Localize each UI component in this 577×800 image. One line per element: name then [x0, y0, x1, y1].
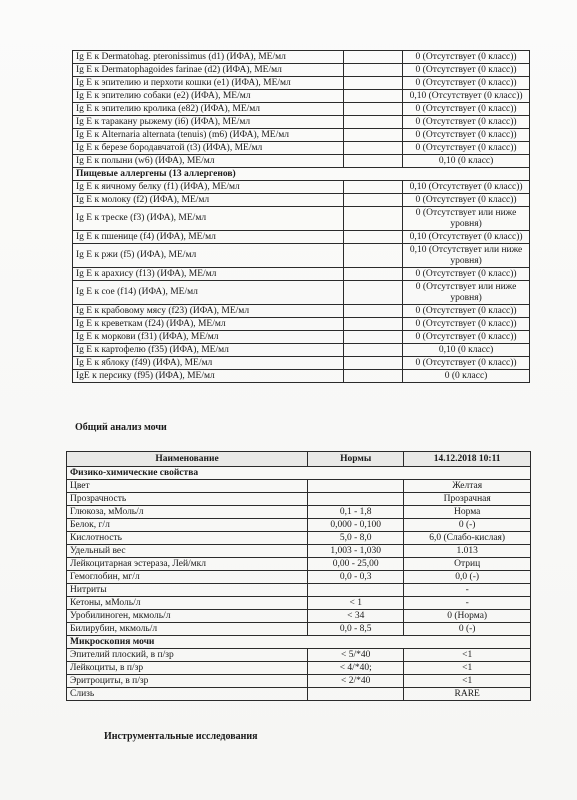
table-row	[73, 77, 530, 90]
section-row	[67, 636, 531, 649]
table-row	[73, 268, 530, 281]
column-header-name: Наименование	[67, 452, 308, 467]
empty-cell	[343, 207, 402, 231]
parameter-value: <1	[404, 649, 531, 662]
analyte-name: Ig E к таракану рыжему (i6) (ИФА), МЕ/мл	[73, 116, 344, 129]
table-row	[67, 545, 531, 558]
table-row	[73, 181, 530, 194]
parameter-norm: 0,0 - 8,5	[308, 623, 404, 636]
result-value: 0 (Отсутствует (0 класс))	[403, 51, 530, 64]
parameter-name: Прозрачность	[67, 493, 308, 506]
table-row	[73, 142, 530, 155]
parameter-norm: < 34	[308, 610, 404, 623]
result-value: 0,10 (Отсутствует (0 класс))	[403, 90, 530, 103]
empty-cell	[343, 370, 402, 383]
parameter-name: Глюкоза, мМоль/л	[67, 506, 308, 519]
allergy-table	[72, 50, 530, 383]
parameter-name: Кислотность	[67, 532, 308, 545]
parameter-norm: < 2/*40	[308, 675, 404, 688]
parameter-name: Слизь	[67, 688, 308, 701]
parameter-value: 1.013	[404, 545, 531, 558]
analyte-name: Ig E к Alternaria alternata (tenuis) (m6) (ИФА), МЕ/мл	[73, 129, 344, 142]
table-row	[67, 480, 531, 493]
column-header-date: 14.12.2018 10:11	[404, 452, 531, 467]
result-value: 0 (Отсутствует или ниже уровня)	[403, 281, 530, 305]
result-value: 0 (Отсутствует (0 класс))	[403, 268, 530, 281]
table-row	[67, 532, 531, 545]
table-row	[73, 90, 530, 103]
result-value: 0 (Отсутствует или ниже уровня)	[403, 207, 530, 231]
table-row	[67, 584, 531, 597]
analyte-name: IgE к персику (f95) (ИФА), МЕ/мл	[73, 370, 344, 383]
analyte-name: Ig E к молоку (f2) (ИФА), МЕ/мл	[73, 194, 344, 207]
analyte-name: Ig E к эпителию кролика (e82) (ИФА), МЕ/мл	[73, 103, 344, 116]
parameter-value: Норма	[404, 506, 531, 519]
table-row	[67, 519, 531, 532]
section-row	[73, 168, 530, 181]
table-row	[67, 649, 531, 662]
section-title-microscopy: Микроскопия мочи	[67, 636, 531, 649]
table-row	[73, 344, 530, 357]
urine-analysis-heading: Общий анализ мочи	[75, 422, 167, 433]
table-row	[73, 194, 530, 207]
empty-cell	[343, 90, 402, 103]
table-row	[67, 597, 531, 610]
parameter-name: Уробилиноген, мкмоль/л	[67, 610, 308, 623]
parameter-value: Желтая	[404, 480, 531, 493]
analyte-name: Ig E к моркови (f31) (ИФА), МЕ/мл	[73, 331, 344, 344]
parameter-name: Лейкоцитарная эстераза, Лей/мкл	[67, 558, 308, 571]
empty-cell	[343, 181, 402, 194]
analyte-name: Ig E к пшенице (f4) (ИФА), МЕ/мл	[73, 231, 344, 244]
parameter-value: <1	[404, 675, 531, 688]
parameter-name: Удельный вес	[67, 545, 308, 558]
parameter-value: 0,0 (-)	[404, 571, 531, 584]
table-row	[73, 103, 530, 116]
table-row	[73, 51, 530, 64]
analyte-name: Ig E к крабовому мясу (f23) (ИФА), МЕ/мл	[73, 305, 344, 318]
parameter-name: Белок, г/л	[67, 519, 308, 532]
table-row	[73, 207, 530, 231]
parameter-name: Нитриты	[67, 584, 308, 597]
parameter-norm: 0,1 - 1,8	[308, 506, 404, 519]
empty-cell	[343, 129, 402, 142]
table-row	[73, 331, 530, 344]
parameter-value: -	[404, 597, 531, 610]
analyte-name: Ig E к яичному белку (f1) (ИФА), МЕ/мл	[73, 181, 344, 194]
result-value: 0 (Отсутствует (0 класс))	[403, 142, 530, 155]
result-value: 0,10 (0 класс)	[403, 344, 530, 357]
result-value: 0,10 (Отсутствует или ниже уровня)	[403, 244, 530, 268]
result-value: 0 (0 класс)	[403, 370, 530, 383]
empty-cell	[343, 194, 402, 207]
table-row	[67, 662, 531, 675]
parameter-norm: 1,003 - 1,030	[308, 545, 404, 558]
result-value: 0 (Отсутствует (0 класс))	[403, 103, 530, 116]
analyte-name: Ig E к полыни (w6) (ИФА), МЕ/мл	[73, 155, 344, 168]
result-value: 0 (Отсутствует (0 класс))	[403, 77, 530, 90]
parameter-norm	[308, 480, 404, 493]
empty-cell	[343, 344, 402, 357]
analyte-name: Ig E к картофелю (f35) (ИФА), МЕ/мл	[73, 344, 344, 357]
analyte-name: Ig E к арахису (f13) (ИФА), МЕ/мл	[73, 268, 344, 281]
table-row	[73, 318, 530, 331]
parameter-value: RARE	[404, 688, 531, 701]
empty-cell	[343, 103, 402, 116]
parameter-norm: < 5/*40	[308, 649, 404, 662]
parameter-norm	[308, 688, 404, 701]
result-value: 0,10 (Отсутствует (0 класс))	[403, 231, 530, 244]
result-value: 0 (Отсутствует (0 класс))	[403, 194, 530, 207]
table-row	[73, 305, 530, 318]
parameter-name: Билирубин, мкмоль/л	[67, 623, 308, 636]
table-row	[67, 571, 531, 584]
parameter-name: Эритроциты, в п/зр	[67, 675, 308, 688]
parameter-norm: 0,00 - 25,00	[308, 558, 404, 571]
table-header-row	[67, 452, 531, 467]
table-row	[67, 506, 531, 519]
table-row	[73, 231, 530, 244]
empty-cell	[343, 155, 402, 168]
result-value: 0 (Отсутствует (0 класс))	[403, 305, 530, 318]
parameter-value: 0 (-)	[404, 519, 531, 532]
parameter-value: 6,0 (Слабо-кислая)	[404, 532, 531, 545]
parameter-value: -	[404, 584, 531, 597]
parameter-norm: 5,0 - 8,0	[308, 532, 404, 545]
result-value: 0,10 (0 класс)	[403, 155, 530, 168]
parameter-value: 0 (-)	[404, 623, 531, 636]
section-title-food: Пищевые аллергены (13 аллергенов)	[73, 168, 530, 181]
table-row	[67, 558, 531, 571]
table-row	[73, 370, 530, 383]
empty-cell	[343, 244, 402, 268]
parameter-name: Эпителий плоский, в п/зр	[67, 649, 308, 662]
instrumental-studies-heading: Инструментальные исследования	[104, 731, 258, 742]
table-row	[73, 64, 530, 77]
result-value: 0 (Отсутствует (0 класс))	[403, 357, 530, 370]
parameter-norm: < 1	[308, 597, 404, 610]
table-row	[73, 281, 530, 305]
analyte-name: Ig E к сое (f14) (ИФА), МЕ/мл	[73, 281, 344, 305]
parameter-value: <1	[404, 662, 531, 675]
empty-cell	[343, 142, 402, 155]
table-row	[73, 129, 530, 142]
analyte-name: Ig E к эпителию и перхоти кошки (e1) (ИФА), МЕ/мл	[73, 77, 344, 90]
empty-cell	[343, 331, 402, 344]
analyte-name: Ig E к березе бородавчатой (t3) (ИФА), МЕ/мл	[73, 142, 344, 155]
analyte-name: Ig E к креветкам (f24) (ИФА), МЕ/мл	[73, 318, 344, 331]
result-value: 0 (Отсутствует (0 класс))	[403, 331, 530, 344]
empty-cell	[343, 77, 402, 90]
parameter-norm: 0,0 - 0,3	[308, 571, 404, 584]
empty-cell	[343, 116, 402, 129]
analyte-name: Ig E к ржи (f5) (ИФА), МЕ/мл	[73, 244, 344, 268]
table-row	[73, 244, 530, 268]
parameter-value: Прозрачная	[404, 493, 531, 506]
parameter-norm: < 4/*40;	[308, 662, 404, 675]
table-row	[67, 610, 531, 623]
result-value: 0 (Отсутствует (0 класс))	[403, 318, 530, 331]
analyte-name: Ig E к эпителию собаки (e2) (ИФА), МЕ/мл	[73, 90, 344, 103]
empty-cell	[343, 305, 402, 318]
parameter-name: Кетоны, мМоль/л	[67, 597, 308, 610]
table-row	[67, 493, 531, 506]
parameter-name: Лейкоциты, в п/зр	[67, 662, 308, 675]
table-row	[73, 155, 530, 168]
analyte-name: Ig E к Dermatophagoides farinae (d2) (ИФА), МЕ/мл	[73, 64, 344, 77]
analyte-name: Ig E к яблоку (f49) (ИФА), МЕ/мл	[73, 357, 344, 370]
analyte-name: Ig E к треске (f3) (ИФА), МЕ/мл	[73, 207, 344, 231]
empty-cell	[343, 64, 402, 77]
empty-cell	[343, 357, 402, 370]
table-row	[67, 675, 531, 688]
empty-cell	[343, 281, 402, 305]
parameter-name: Гемоглобин, мг/л	[67, 571, 308, 584]
result-value: 0 (Отсутствует (0 класс))	[403, 129, 530, 142]
table-row	[73, 116, 530, 129]
result-value: 0,10 (Отсутствует (0 класс))	[403, 181, 530, 194]
parameter-value: Отриц	[404, 558, 531, 571]
empty-cell	[343, 318, 402, 331]
empty-cell	[343, 231, 402, 244]
analyte-name: Ig E к Dermatohag. pteronissimus (d1) (ИФА), МЕ/мл	[73, 51, 344, 64]
parameter-norm: 0,000 - 0,100	[308, 519, 404, 532]
table-row	[67, 688, 531, 701]
parameter-value: 0 (Норма)	[404, 610, 531, 623]
section-row	[67, 467, 531, 480]
table-row	[67, 623, 531, 636]
empty-cell	[343, 51, 402, 64]
urine-table	[66, 451, 531, 701]
parameter-norm	[308, 584, 404, 597]
empty-cell	[343, 268, 402, 281]
result-value: 0 (Отсутствует (0 класс))	[403, 116, 530, 129]
parameter-norm	[308, 493, 404, 506]
section-title-physical: Физико-химические свойства	[67, 467, 531, 480]
result-value: 0 (Отсутствует (0 класс))	[403, 64, 530, 77]
parameter-name: Цвет	[67, 480, 308, 493]
table-row	[73, 357, 530, 370]
column-header-norm: Нормы	[308, 452, 404, 467]
